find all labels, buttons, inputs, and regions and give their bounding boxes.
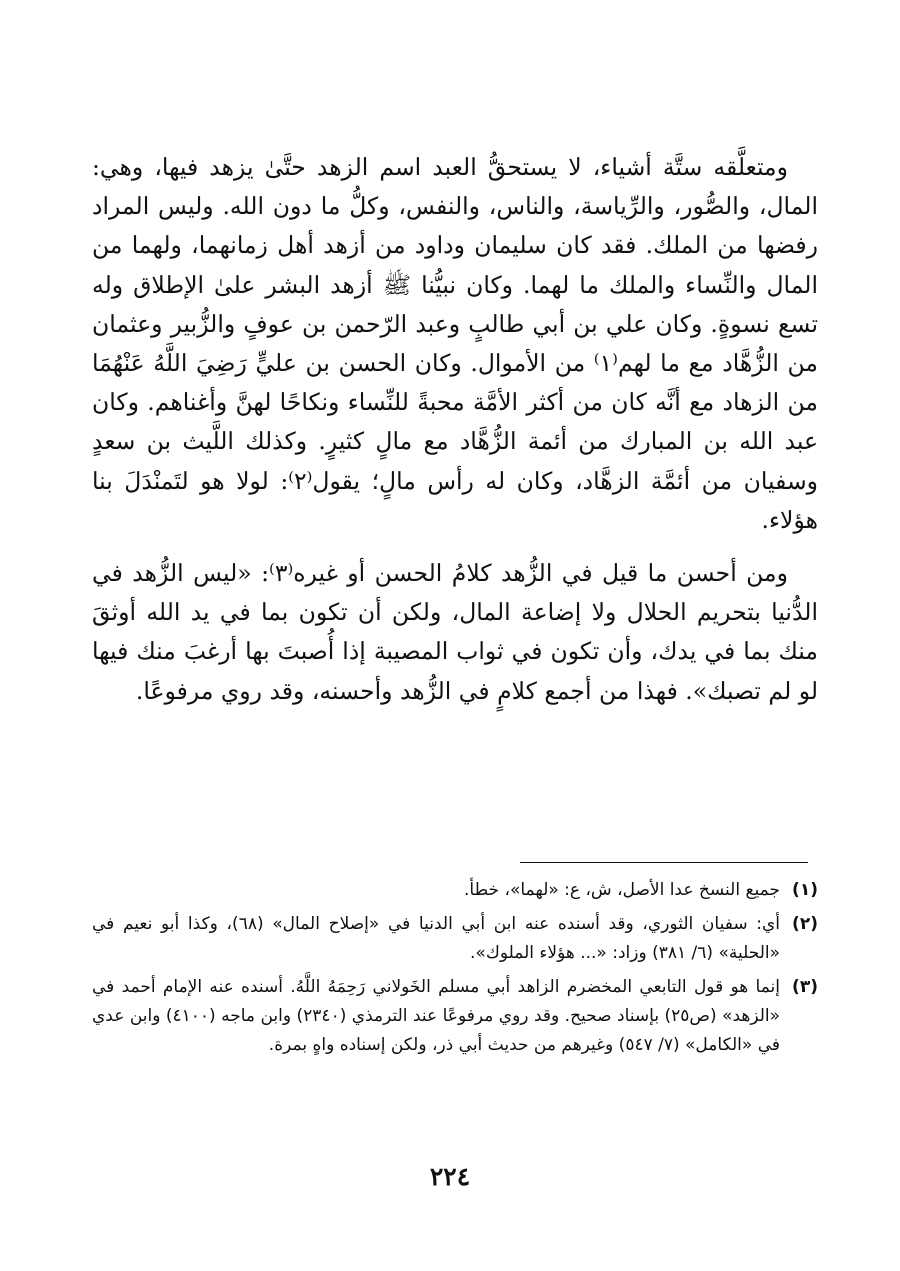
footnote-text: إنما هو قول التابعي المخضرم الزاهد أبي مسلم الخَولاني رَحِمَهُ اللَّهُ. أسنده عنه الإمام أحمد في «الزهد» (ص٢٥) بإسناد صحيح. وقد روي مرفوعًا عند الترمذي (٢٣٤٠) وابن ماجه (٤١٠٠) وابن عدي في «الكامل» (٧/ ٥٤٧) وغيرهم من حديث أبي ذر، ولكن إسناده واهٍ بمرة. xyxy=(92,977,781,1055)
footnote-2 xyxy=(92,910,818,968)
paragraph-best-saying: ومن أحسن ما قيل في الزُّهد كلامُ الحسن أو غيره⁽٣⁾: «ليس الزُّهد في الدُّنيا بتحريم الحلال ولا إضاعة المال، ولكن أن تكون بما في يد الله أوثقَ منك بما في يدك، وأن تكون في ثواب المصيبة إذا أُصبتَ بها أرغبَ منك فيها لو لم تصبك». فهذا من أجمع كلامٍ في الزُّهد وأحسنه، وقد روي مرفوعًا. xyxy=(92,559,818,705)
page-number: ٢٢٤ xyxy=(429,1162,471,1191)
footnote-separator xyxy=(520,862,808,863)
footnote-text: جميع النسخ عدا الأصل، ش، ع: «لهما»، خطأ. xyxy=(464,880,780,900)
footnote-1 xyxy=(92,876,818,905)
footnote-text: أي: سفيان الثوري، وقد أسنده عنه ابن أبي الدنيا في «إصلاح المال» (٦٨)، وكذا أبو نعيم في «الحلية» (٦/ ٣٨١) وزاد: «... هؤلاء الملوك». xyxy=(92,914,780,963)
footnote-number: (٢) xyxy=(792,914,818,934)
footnotes xyxy=(92,876,818,1065)
footnote-number: (١) xyxy=(792,880,818,900)
main-text xyxy=(92,148,818,711)
paragraph-zuhd-objects: ومتعلَّقه ستَّة أشياء، لا يستحقُّ العبد اسم الزهد حتَّىٰ يزهد فيها، وهي: المال، والصُّور، والرِّياسة، والناس، والنفس، وكلُّ ما دون الله. وليس المراد رفضها من الملك. فقد كان سليمان وداود من أزهد أهل زمانهما، ولهما من المال والنِّساء والملك ما لهما. وكان نبيُّنا ﷺ أزهد البشر علىٰ الإطلاق وله تسع نسوةٍ. وكان علي بن أبي طالبٍ وعبد الرّحمن بن عوفٍ والزُّبير وعثمان من الزُّهَّاد مع ما لهم⁽١⁾ من الأموال. وكان الحسن بن عليٍّ رَضِيَ اللَّهُ عَنْهُمَا من الزهاد مع أنَّه كان من أكثر الأمَّة محبةً للنِّساء ونكاحًا لهنَّ وأغناهم. وكان عبد الله بن المبارك من أئمة الزُّهَّاد مع مالٍ كثيرٍ. وكذلك اللَّيث بن سعدٍ وسفيان من أئمَّة الزهَّاد، وكان له رأس مالٍ؛ يقول⁽٢⁾: لولا هو لتَمنْدَلَ بنا هؤلاء. xyxy=(92,153,819,534)
footnote-number: (٣) xyxy=(792,977,818,997)
footnote-3 xyxy=(92,973,818,1060)
